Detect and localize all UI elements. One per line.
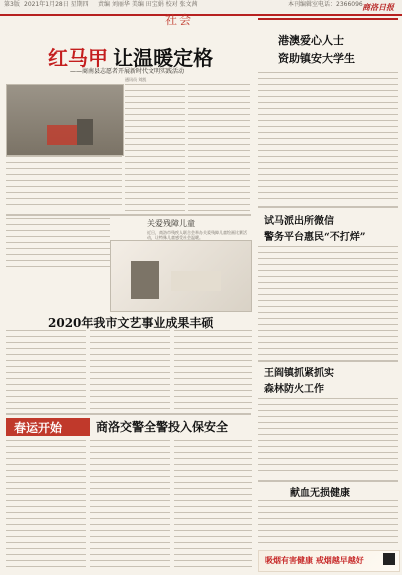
main-body-col3 <box>188 84 250 212</box>
spring-body-col2 <box>90 440 170 570</box>
main-title <box>48 42 236 68</box>
editor-line: 责编 刘丽华 美编 田宝娟 校对 张文茜 <box>98 1 198 8</box>
main-subtitle: ——商南县志愿者开展新时代文明实践活动 <box>70 68 185 75</box>
police-title-1: 试马派出所微信 <box>264 216 334 227</box>
forest-body <box>258 398 398 476</box>
divider-main <box>6 214 251 216</box>
caption-title: 关爱残障儿童 <box>147 219 195 228</box>
main-title-red: 红马甲 <box>48 46 108 70</box>
forest-title-1: 王阎镇抓紧抓实 <box>264 368 334 379</box>
divider-art <box>6 413 251 415</box>
children-painting-photo <box>110 240 252 312</box>
art-body-col3 <box>174 330 252 410</box>
police-title-2: 警务平台惠民“不打烊” <box>264 232 366 243</box>
divider-right-1 <box>258 206 398 208</box>
top-bar <box>0 0 402 16</box>
police-body <box>258 246 398 356</box>
ad-qr <box>383 553 395 565</box>
divider-right-3 <box>258 480 398 482</box>
hk-title-2: 资助镇安大学生 <box>278 52 355 65</box>
main-body-col2 <box>125 84 185 212</box>
hk-body <box>258 72 398 202</box>
spring-title: 商洛交警全警投入保安全 <box>96 420 229 434</box>
blood-body <box>258 500 398 548</box>
caption-text: 近日，商洛市残疾人联合会举办关爱残障儿童绘画比赛活动，让特殊儿童感受社会温暖。 <box>147 230 247 240</box>
edition-label: 第3版 <box>4 1 20 8</box>
right-top-rule <box>258 18 398 20</box>
photo-paper <box>171 271 221 291</box>
masthead: 商洛日报 <box>362 2 394 12</box>
divider-right-2 <box>258 360 398 362</box>
spring-tag-text: 春运开始 <box>14 421 63 435</box>
volunteer-figure-dark <box>77 119 93 145</box>
spring-tag <box>6 418 90 436</box>
art-body-col1 <box>6 330 86 410</box>
main-body-col1 <box>6 156 122 210</box>
volunteer-photo <box>6 84 124 156</box>
forest-title-2: 森林防火工作 <box>264 384 324 395</box>
ad-banner <box>258 550 400 572</box>
main-title-black: 让温暖定格 <box>113 46 214 70</box>
photo-person <box>131 261 159 299</box>
hk-title-1: 港澳爱心人士 <box>278 34 344 47</box>
ad-slogan: 吸烟有害健康 戒烟越早越好 <box>265 555 364 565</box>
spring-body-col3 <box>174 440 252 570</box>
date-line: 2021年1月28日 星期四 <box>24 1 89 8</box>
phone-line: 本刊编辑室电话：2366096 <box>288 1 363 8</box>
caption-left-body <box>6 218 110 270</box>
art-title: 2020年我市文艺事业成果丰硕 <box>48 316 214 330</box>
blood-title: 献血无损健康 <box>290 488 350 499</box>
main-byline: 通讯员 刘凯 <box>125 77 147 82</box>
spring-body-col1 <box>6 440 86 570</box>
art-body-col2 <box>90 330 170 410</box>
section-label: 社会 <box>165 13 194 27</box>
